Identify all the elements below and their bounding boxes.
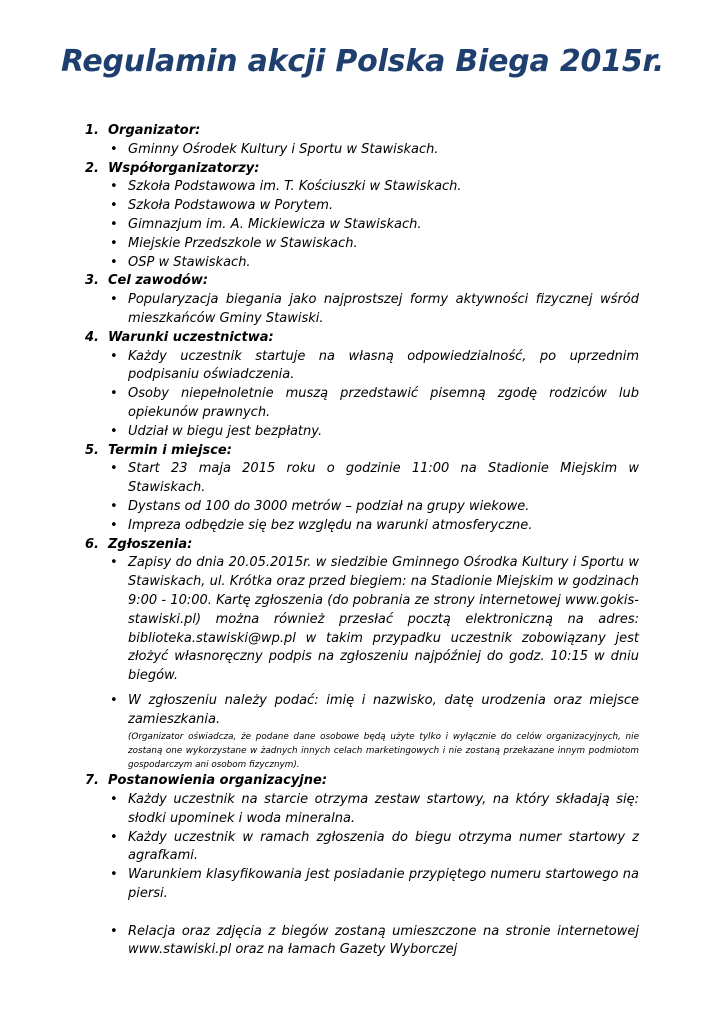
section-heading: Cel zawodów: bbox=[108, 273, 209, 289]
bullet-list bbox=[108, 141, 639, 160]
list-item: • Każdy uczestnik startuje na własną odpowiedzialność, po uprzednim podpisaniu oświadczenia. bbox=[110, 348, 639, 383]
section-registration bbox=[85, 536, 639, 773]
bullet-icon: • bbox=[110, 198, 118, 214]
bullet-icon: • bbox=[110, 423, 118, 439]
section-participation-conditions bbox=[85, 329, 639, 442]
bullet-icon: • bbox=[110, 555, 118, 571]
bullet-list bbox=[108, 348, 639, 442]
bullet-icon: • bbox=[110, 348, 118, 364]
bullet-icon: • bbox=[110, 498, 118, 514]
bullet-list bbox=[108, 460, 639, 535]
list-item: • Relacja oraz zdjęcia z biegów zostaną umieszczone na stronie internetowej www.stawiski.pl oraz na łamach Gazety Wyborczej bbox=[110, 923, 639, 958]
list-item: • Zapisy do dnia 20.05.2015r. w siedzibie Gminnego Ośrodka Kultury i Sportu w Stawiskach, ul. Krótka oraz przed biegiem: na Stadionie Miejskim w godzinach 9:00 - 10:00. Kartę zgłoszenia (do pobrania ze strony internetowej www.gokis-stawiski.pl) można również przesłać pocztą elektroniczną na adres: biblioteka.stawiski@wp.pl w takim przypadku uczestnik zobowiązany jest złożyć własnoręczny podpis na zgłoszeniu najpóźniej do godz. 10:15 w dniu biegów. bbox=[110, 555, 639, 684]
list-item: • Start 23 maja 2015 roku o godzinie 11:00 na Stadionie Miejskim w Stawiskach. bbox=[110, 461, 639, 496]
bullet-icon: • bbox=[110, 791, 118, 807]
list-item: • Udział w biegu jest bezpłatny. bbox=[108, 423, 639, 442]
section-number: 2. bbox=[85, 160, 99, 176]
bullet-list bbox=[108, 554, 639, 772]
list-item: • Popularyzacja biegania jako najprostszej formy aktywności fizycznej wśród mieszkańców Gminy Stawiski. bbox=[110, 292, 639, 326]
list-item: • Gimnazjum im. A. Mickiewicza w Stawiskach. bbox=[108, 216, 639, 235]
bullet-icon: • bbox=[110, 692, 118, 708]
section-goal bbox=[85, 272, 639, 328]
section-heading: Warunki uczestnictwa: bbox=[108, 329, 274, 345]
list-item: • Każdy uczestnik w ramach zgłoszenia do biegu otrzyma numer startowy z agrafkami. bbox=[110, 829, 639, 864]
section-heading: Zgłoszenia: bbox=[108, 536, 193, 552]
section-number: 7. bbox=[85, 773, 99, 789]
section-co-organizers bbox=[85, 160, 639, 273]
bullet-icon: • bbox=[110, 216, 118, 232]
list-item: • Szkoła Podstawowa im. T. Kościuszki w Stawiskach. bbox=[108, 178, 639, 197]
section-heading: Organizator: bbox=[108, 123, 201, 138]
list-item: • Dystans od 100 do 3000 metrów – podział na grupy wiekowe. bbox=[108, 498, 639, 517]
section-date-place bbox=[85, 442, 639, 536]
privacy-note: (Organizator oświadcza, że podane dane osobowe będą użyte tylko i wyłącznie do celów organizacyjnych, nie zostaną one wykorzystane w żadnych innych celach marketingowych i nie zostaną przekazane innym podmiotom gospodarczym ani osobom fizycznym). bbox=[128, 731, 639, 770]
bullet-icon: • bbox=[110, 923, 118, 939]
bullet-icon: • bbox=[110, 517, 118, 533]
section-organizational-provisions bbox=[85, 772, 639, 960]
section-heading: Termin i miejsce: bbox=[108, 442, 232, 458]
bullet-icon: • bbox=[110, 254, 118, 270]
list-item: • OSP w Stawiskach. bbox=[108, 254, 639, 273]
bullet-icon: • bbox=[110, 179, 118, 195]
bullet-list bbox=[108, 291, 639, 329]
list-item: • Miejskie Przedszkole w Stawiskach. bbox=[108, 235, 639, 254]
list-item: • Gminny Ośrodek Kultury i Sportu w Stawiskach. bbox=[108, 141, 639, 160]
bullet-icon: • bbox=[110, 235, 118, 251]
list-item: • Szkoła Podstawowa w Porytem. bbox=[108, 197, 639, 216]
section-number: 6. bbox=[85, 536, 99, 552]
list-item: • Osoby niepełnoletnie muszą przedstawić pisemną zgodę rodziców lub opiekunów prawnych. bbox=[110, 386, 639, 420]
list-item: • Każdy uczestnik na starcie otrzyma zestaw startowy, na który składają się: słodki upominek i woda mineralna. bbox=[110, 791, 639, 826]
section-heading: Współorganizatorzy: bbox=[108, 160, 260, 176]
bullet-list bbox=[108, 791, 639, 960]
section-number: 5. bbox=[85, 442, 99, 458]
section-organizer bbox=[85, 122, 639, 160]
bullet-list bbox=[108, 178, 639, 272]
list-item: • Impreza odbędzie się bez względu na warunki atmosferyczne. bbox=[108, 517, 639, 536]
section-heading: Postanowienia organizacyjne: bbox=[108, 773, 328, 789]
bullet-icon: • bbox=[110, 829, 118, 845]
regulations-content bbox=[85, 122, 639, 960]
bullet-icon: • bbox=[110, 386, 118, 402]
section-number: 1. bbox=[85, 123, 99, 138]
bullet-icon: • bbox=[110, 461, 118, 477]
section-number: 4. bbox=[85, 329, 99, 345]
bullet-icon: • bbox=[110, 141, 118, 157]
list-item: • Warunkiem klasyfikowania jest posiadanie przypiętego numeru startowego na piersi. bbox=[110, 867, 639, 901]
bullet-icon: • bbox=[110, 292, 118, 308]
document-title: Regulamin akcji Polska Biega 2015r. bbox=[60, 44, 665, 79]
bullet-icon: • bbox=[110, 867, 118, 883]
section-number: 3. bbox=[85, 273, 99, 289]
list-item: • W zgłoszeniu należy podać: imię i nazwisko, datę urodzenia oraz miejsce zamieszkania. (Organizator oświadcza, że podane dane osobowe będą użyte tylko i wyłącznie do celów organizacyjnych, nie zostaną one wykorzystane w żadnych innych celach marketingowych i nie zostaną przekazane innym podmiotom gospodarczym ani osobom fizycznym). bbox=[108, 692, 639, 772]
